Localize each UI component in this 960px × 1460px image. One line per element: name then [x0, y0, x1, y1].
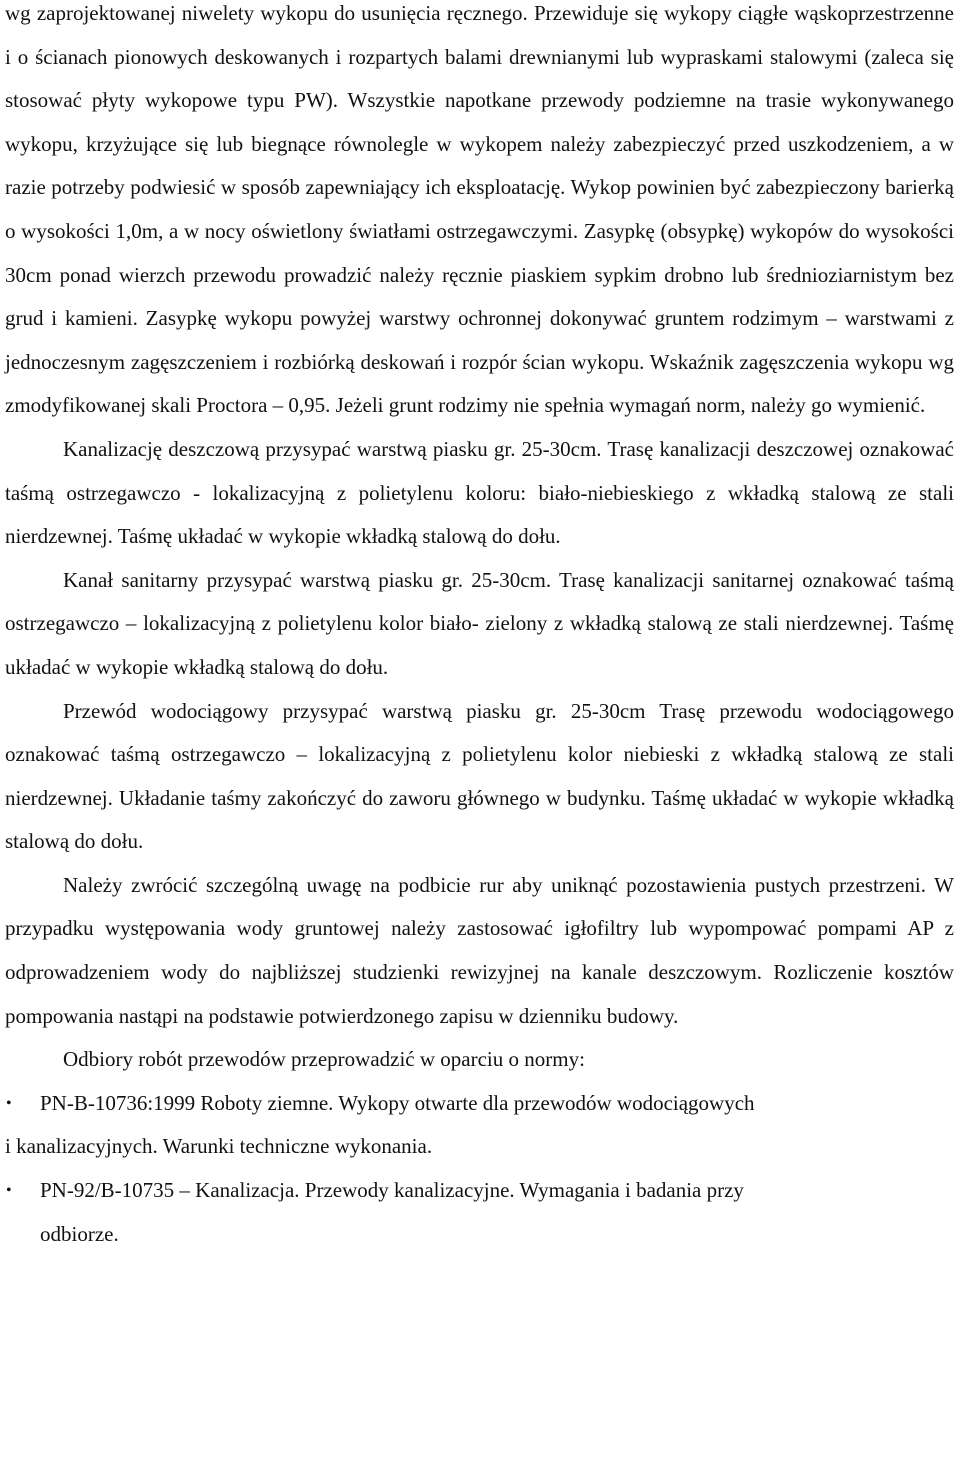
paragraph-water-main: Przewód wodociągowy przysypać warstwą piasku gr. 25-30cm Trasę przewodu wodociągowego oznakować taśmą ostrzegawczo – lokalizacyjną z polietylenu kolor niebieski z wkładką stalową ze stali nierdzewnej. Układanie taśmy zakończyć do zaworu głównego w budynku. Taśmę układać w wykopie wkładką stalową do dołu.: [5, 698, 954, 854]
paragraph-excavation: wg zaprojektowanej niwelety wykopu do usunięcia ręcznego. Przewiduje się wykopy ciągłe wąskoprzestrzenne i o ścianach pionowych deskowanych i rozpartych balami drewnianymi lub wypraskami stalowymi (zaleca się stosować płyty wykopowe typu PW). Wszystkie napotkane przewody podziemne na trasie wykonywanego wykopu, krzyżujące się lub biegnące równolegle w wykopem należy zabezpieczyć przed uszkodzeniem, a w razie potrzeby podwiesić w sposób zapewniający ich eksploatację. Wykop powinien być zabezpieczony barierką o wysokości 1,0m, a w nocy oświetlony światłami ostrzegawczymi. Zasypkę (obsypkę) wykopów do wysokości 30cm ponad wierzch przewodu prowadzić należy ręcznie piaskiem sypkim drobno lub średnioziarnistym bez grud i kamieni. Zasypkę wykopu powyżej warstwy ochronnej dokonywać gruntem rodzimym – warstwami z jednoczesnym zagęszczeniem i rozbiórką deskowań i rozpór ścian wykopu. Wskaźnik zagęszczenia wykopu wg zmodyfikowanej skali Proctora – 0,95. Jeżeli grunt rodzimy nie spełnia wymagań norm, należy go wymienić.: [5, 1, 954, 418]
paragraph-storm-sewer: Kanalizację deszczową przysypać warstwą piasku gr. 25-30cm. Trasę kanalizacji deszczowej oznakować taśmą ostrzegawczo - lokalizacyjną z polietylenu koloru: biało-niebieskiego z wkładką stalową ze stali nierdzewnej. Taśmę układać w wykopie wkładką stalową do dołu.: [5, 436, 954, 549]
paragraph-sanitary-sewer: Kanał sanitarny przysypać warstwą piasku gr. 25-30cm. Trasę kanalizacji sanitarnej oznakować taśmą ostrzegawczo – lokalizacyjną z polietylenu kolor biało- zielony z wkładką stalową ze stali nierdzewnej. Taśmę układać w wykopie wkładką stalową do dołu.: [5, 567, 954, 679]
norm-continuation: i kanalizacyjnych. Warunki techniczne wykonania.: [5, 1134, 433, 1159]
bullet-icon: •: [6, 1094, 12, 1112]
document-body: [5, 0, 954, 1256]
norm-continuation: odbiorze.: [40, 1221, 119, 1246]
list-item: [5, 1082, 954, 1169]
paragraph-pipe-support: Należy zwrócić szczególną uwagę na podbicie rur aby uniknąć pozostawienia pustych przestrzeni. W przypadku występowania wody gruntowej należy zastosować igłofiltry lub wypompować pompami AP z odprowadzeniem wody do najbliższej studzienki rewizyjnej na kanale deszczowym. Rozliczenie kosztów pompowania nastąpi na podstawie potwierdzonego zapisu w dzienniku budowy.: [5, 872, 954, 1028]
paragraph-acceptance: Odbiory robót przewodów przeprowadzić w oparciu o normy:: [63, 1047, 585, 1072]
norms-list: [5, 1082, 954, 1256]
bullet-icon: •: [6, 1182, 12, 1200]
norm-title: PN-92/B-10735 – Kanalizacja. Przewody kanalizacyjne. Wymagania i badania przy: [40, 1178, 744, 1203]
list-item: [5, 1169, 954, 1256]
norm-title: PN-B-10736:1999 Roboty ziemne. Wykopy otwarte dla przewodów wodociągowych: [40, 1090, 755, 1115]
